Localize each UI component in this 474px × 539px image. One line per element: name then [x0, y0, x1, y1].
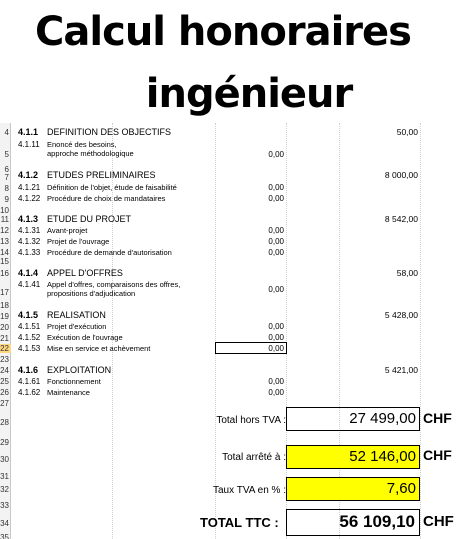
item-code: 4.1.33: [18, 248, 41, 257]
row-number[interactable]: 8: [4, 184, 9, 193]
section-title: ETUDE DU PROJET: [47, 214, 132, 224]
section-title: EXPLOITATION: [47, 365, 112, 375]
page-title-line1: Calcul honoraires: [35, 9, 411, 55]
item-value[interactable]: 0,00: [268, 344, 284, 353]
row-number-selected[interactable]: 22: [0, 344, 9, 353]
item-code: 4.1.11: [18, 140, 40, 149]
total-arrete-value[interactable]: 52 146,00: [286, 445, 420, 469]
row-number[interactable]: 18: [0, 301, 9, 310]
row-number[interactable]: 14: [0, 248, 9, 257]
section-value[interactable]: 50,00: [396, 127, 418, 137]
section-title: APPEL D'OFFRES: [47, 268, 123, 278]
section-value[interactable]: 8 542,00: [384, 214, 418, 224]
total-arrete-label: Total arrêté à :: [222, 452, 286, 463]
row-number[interactable]: 16: [0, 269, 9, 278]
item-desc: Appel d'offres, comparaisons des offres,: [47, 280, 181, 289]
item-desc: approche méthodologique: [47, 149, 134, 158]
total-ttc-value[interactable]: 56 109,10: [286, 509, 420, 536]
row-number[interactable]: 5: [4, 150, 9, 159]
section-title: REALISATION: [47, 310, 106, 320]
item-value[interactable]: 0,00: [268, 183, 284, 192]
currency-label: CHF: [423, 410, 452, 426]
item-code: 4.1.21: [18, 183, 41, 192]
row-number[interactable]: 19: [0, 312, 9, 321]
total-hors-tva-label: Total hors TVA :: [216, 415, 286, 426]
row-number[interactable]: 11: [0, 215, 9, 224]
item-code: 4.1.53: [18, 344, 41, 353]
item-value[interactable]: 0,00: [268, 333, 284, 342]
row-number[interactable]: 21: [0, 334, 9, 343]
total-ttc-label: TOTAL TTC :: [200, 515, 279, 530]
row-number[interactable]: 12: [0, 226, 9, 235]
item-code: 4.1.22: [18, 194, 41, 203]
section-value[interactable]: 58,00: [396, 268, 418, 278]
row-number[interactable]: 13: [0, 237, 9, 246]
item-code: 4.1.32: [18, 237, 41, 246]
item-code: 4.1.41: [18, 280, 41, 289]
row-number[interactable]: 26: [0, 388, 9, 397]
row-number[interactable]: 34: [0, 519, 9, 528]
section-code: 4.1.5: [18, 310, 39, 320]
row-number[interactable]: 29: [0, 438, 9, 447]
section-value[interactable]: 5 428,00: [384, 310, 418, 320]
item-value[interactable]: 0,00: [268, 194, 284, 203]
item-value[interactable]: 0,00: [268, 285, 284, 294]
row-number[interactable]: 33: [0, 501, 9, 510]
item-value[interactable]: 0,00: [268, 377, 284, 386]
section-title: ETUDES PRELIMINAIRES: [47, 170, 156, 180]
item-desc: Maintenance: [47, 388, 90, 397]
row-number[interactable]: 15: [0, 257, 9, 266]
item-desc: Procédure de demande d'autorisation: [47, 248, 172, 257]
row-number[interactable]: 30: [0, 455, 9, 464]
row-number[interactable]: 6: [4, 165, 9, 174]
row-number[interactable]: 4: [4, 128, 9, 137]
item-code: 4.1.31: [18, 226, 41, 235]
row-number[interactable]: 27: [0, 399, 9, 408]
item-desc: Enoncé des besoins,: [47, 140, 117, 149]
currency-label: CHF: [423, 447, 452, 463]
row-number[interactable]: 9: [4, 195, 9, 204]
page-title-line2: ingénieur: [145, 71, 353, 117]
item-code: 4.1.52: [18, 333, 41, 342]
row-number[interactable]: 25: [0, 377, 9, 386]
grid-line: [420, 123, 421, 539]
spreadsheet[interactable]: [0, 123, 474, 539]
item-code: 4.1.62: [18, 388, 41, 397]
row-number[interactable]: 24: [0, 366, 9, 375]
section-value[interactable]: 5 421,00: [384, 365, 418, 375]
item-desc: Avant-projet: [47, 226, 88, 235]
item-desc: Exécution de l'ouvrage: [47, 333, 123, 342]
item-code: 4.1.61: [18, 377, 41, 386]
section-title: DEFINITION DES OBJECTIFS: [47, 127, 172, 137]
row-number[interactable]: 23: [0, 355, 9, 364]
item-desc: propositions d'adjudication: [47, 289, 136, 298]
item-value[interactable]: 0,00: [268, 150, 284, 159]
row-number[interactable]: 10: [0, 206, 9, 215]
section-code: 4.1.4: [18, 268, 39, 278]
item-value[interactable]: 0,00: [268, 248, 284, 257]
section-code: 4.1.1: [18, 127, 39, 137]
row-number[interactable]: 17: [0, 288, 9, 297]
section-code: 4.1.6: [18, 365, 39, 375]
item-desc: Définition de l'objet, étude de faisabilité: [47, 183, 177, 192]
section-value[interactable]: 8 000,00: [384, 170, 418, 180]
item-desc: Projet d'exécution: [47, 322, 107, 331]
item-desc: Mise en service et achèvement: [47, 344, 151, 353]
row-number[interactable]: 28: [0, 418, 9, 427]
item-value[interactable]: 0,00: [268, 226, 284, 235]
item-desc: Procédure de choix de mandataires: [47, 194, 166, 203]
item-desc: Projet de l'ouvrage: [47, 237, 110, 246]
taux-tva-label: Taux TVA en % :: [212, 485, 286, 496]
section-code: 4.1.3: [18, 214, 39, 224]
taux-tva-value[interactable]: 7,60: [286, 477, 420, 501]
row-number[interactable]: 32: [0, 485, 9, 494]
row-number[interactable]: 7: [4, 173, 9, 182]
section-code: 4.1.2: [18, 170, 39, 180]
row-number[interactable]: 31: [0, 472, 9, 481]
item-value[interactable]: 0,00: [268, 322, 284, 331]
row-number[interactable]: 35: [0, 533, 9, 539]
currency-label: CHF: [423, 513, 454, 530]
item-desc: Fonctionnement: [47, 377, 101, 386]
total-hors-tva-value[interactable]: 27 499,00: [286, 407, 420, 431]
item-value[interactable]: 0,00: [268, 388, 284, 397]
item-code: 4.1.51: [18, 322, 41, 331]
row-number[interactable]: 20: [0, 323, 9, 332]
item-value[interactable]: 0,00: [268, 237, 284, 246]
